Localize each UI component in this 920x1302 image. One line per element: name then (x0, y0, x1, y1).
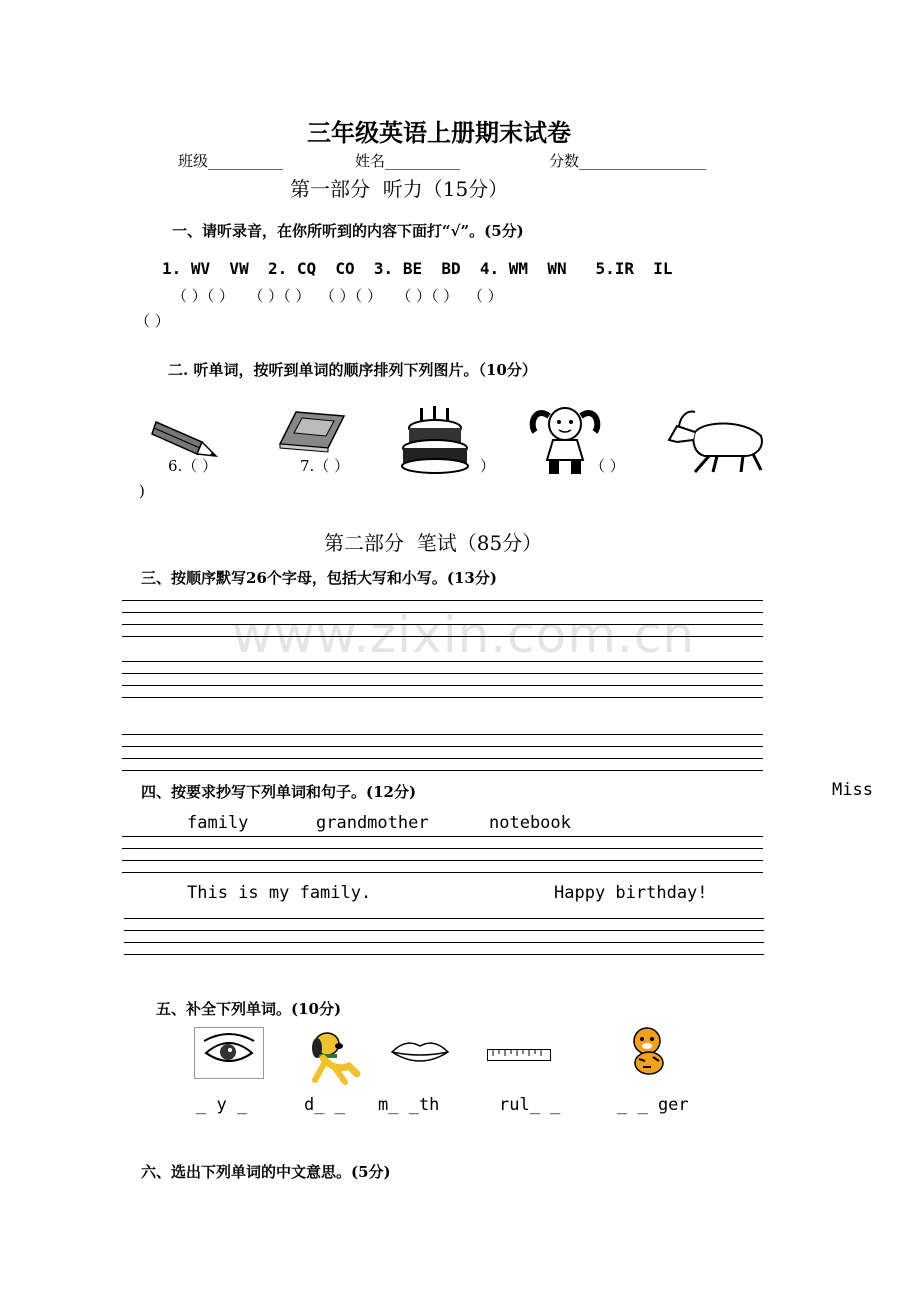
q4-sentence-2: Happy birthday! (554, 883, 708, 903)
q4-sentence-1: This is my family. (187, 883, 372, 903)
q1-title: 一、请听录音，在你所听到的内容下面打“√”。(5分) (172, 222, 524, 240)
part1-title: 第一部分 听力（15分） (290, 177, 509, 201)
name-field: 姓名__________ (355, 152, 461, 170)
class-field: 班级__________ (178, 152, 284, 170)
q3-title: 三、按顺序默写26个字母，包括大写和小写。(13分) (141, 569, 497, 587)
q5-blank-eye: _ y _ (196, 1095, 248, 1115)
q5-title: 五、补全下列单词。(10分) (156, 1000, 342, 1018)
q4-word-notebook: notebook (489, 813, 571, 833)
mouth-icon (388, 1036, 452, 1070)
tiger-icon (625, 1025, 673, 1077)
q1-answer-blank-wrap: （ ） (135, 312, 170, 330)
q4-title: 四、按要求抄写下列单词和句子。(12分) (141, 783, 417, 801)
q4-word-grandmother: grandmother (316, 813, 429, 833)
book-icon (278, 410, 348, 454)
q6-title: 六、选出下列单词的中文意思。(5分) (141, 1163, 391, 1181)
q4-word-family: family (187, 813, 249, 833)
q5-blank-mouth: m_ _th (378, 1095, 440, 1115)
pencil-icon (150, 412, 222, 460)
q4-side-text: Miss (832, 780, 873, 800)
page-title: 三年级英语上册期末试卷 (307, 118, 571, 147)
q5-blank-dog: d_ _ (304, 1095, 345, 1115)
part2-title: 第二部分 笔试（85分） (324, 531, 543, 555)
eye-icon (194, 1027, 264, 1079)
q2-label-6: 6.（ ） (168, 457, 218, 475)
q2-label-8: ） (480, 457, 496, 475)
q1-letter-pairs: 1. WV VW 2. CQ CO 3. BE BD 4. WM WN 5.IR IL (162, 259, 673, 278)
q2-label-wrap: ) (139, 482, 145, 500)
watermark: www.zixin.com.cn (232, 606, 696, 664)
dog-icon (305, 1028, 365, 1084)
q2-title: 二. 听单词，按听到单词的顺序排列下列图片。（10分） (168, 361, 537, 379)
q2-label-7: 7.（ ） (300, 457, 350, 475)
cake-icon (400, 404, 470, 476)
q5-blank-ruler: rul_ _ (499, 1095, 561, 1115)
goat-icon (665, 406, 767, 476)
q2-label-9: （ ） (590, 457, 625, 475)
ruler-icon (487, 1047, 551, 1063)
score-field: 分数_________________ (549, 152, 707, 170)
q5-blank-tiger: _ _ ger (617, 1095, 689, 1115)
q1-answer-blanks: （ ）（ ） （ ）（ ） （ ）（ ） （ ）（ ） （ ） (172, 287, 503, 305)
